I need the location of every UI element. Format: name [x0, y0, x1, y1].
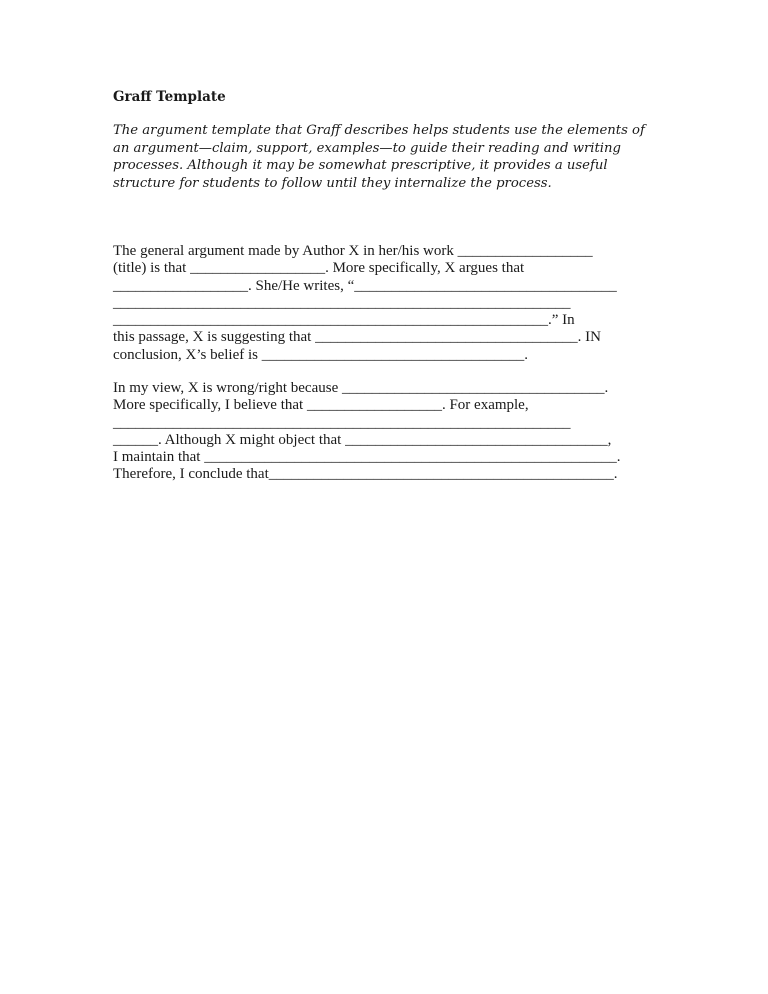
template-line: conclusion, X’s belief is ___________________________________.: [113, 346, 528, 363]
intro-line: processes. Although it may be somewhat prescriptive, it provides a useful: [113, 158, 608, 173]
intro-line: an argument—claim, support, examples—to guide their reading and writing: [113, 140, 621, 156]
template-line: I maintain that _______________________________________________________.: [113, 449, 621, 466]
template-line: More specifically, I believe that __________________. For example,: [113, 397, 529, 414]
intro-line: structure for students to follow until they internalize the process.: [113, 175, 552, 191]
template-line: __________________________________________________________.” In: [113, 312, 575, 329]
template-line: In my view, X is wrong/right because ___________________________________.: [113, 380, 609, 396]
template-line: ______. Although X might object that ___________________________________,: [113, 431, 612, 448]
intro-line: The argument template that Graff describes helps students use the elements of: [113, 123, 645, 138]
document-title: Graff Template: [113, 89, 226, 105]
intro-paragraph: [113, 122, 653, 192]
template-line: _____________________________________________________________: [113, 414, 571, 431]
template-line: _____________________________________________________________: [113, 294, 571, 311]
template-line: The general argument made by Author X in her/his work __________________: [113, 243, 593, 259]
template-paragraph-2: [113, 380, 658, 484]
template-paragraph-1: [113, 243, 658, 364]
template-line: (title) is that __________________. More specifically, X argues that: [113, 260, 525, 277]
template-line: __________________. She/He writes, “___________________________________: [113, 277, 617, 294]
template-line: Therefore, I conclude that______________________________________________.: [113, 466, 618, 483]
template-line: this passage, X is suggesting that ___________________________________. IN: [113, 329, 601, 346]
